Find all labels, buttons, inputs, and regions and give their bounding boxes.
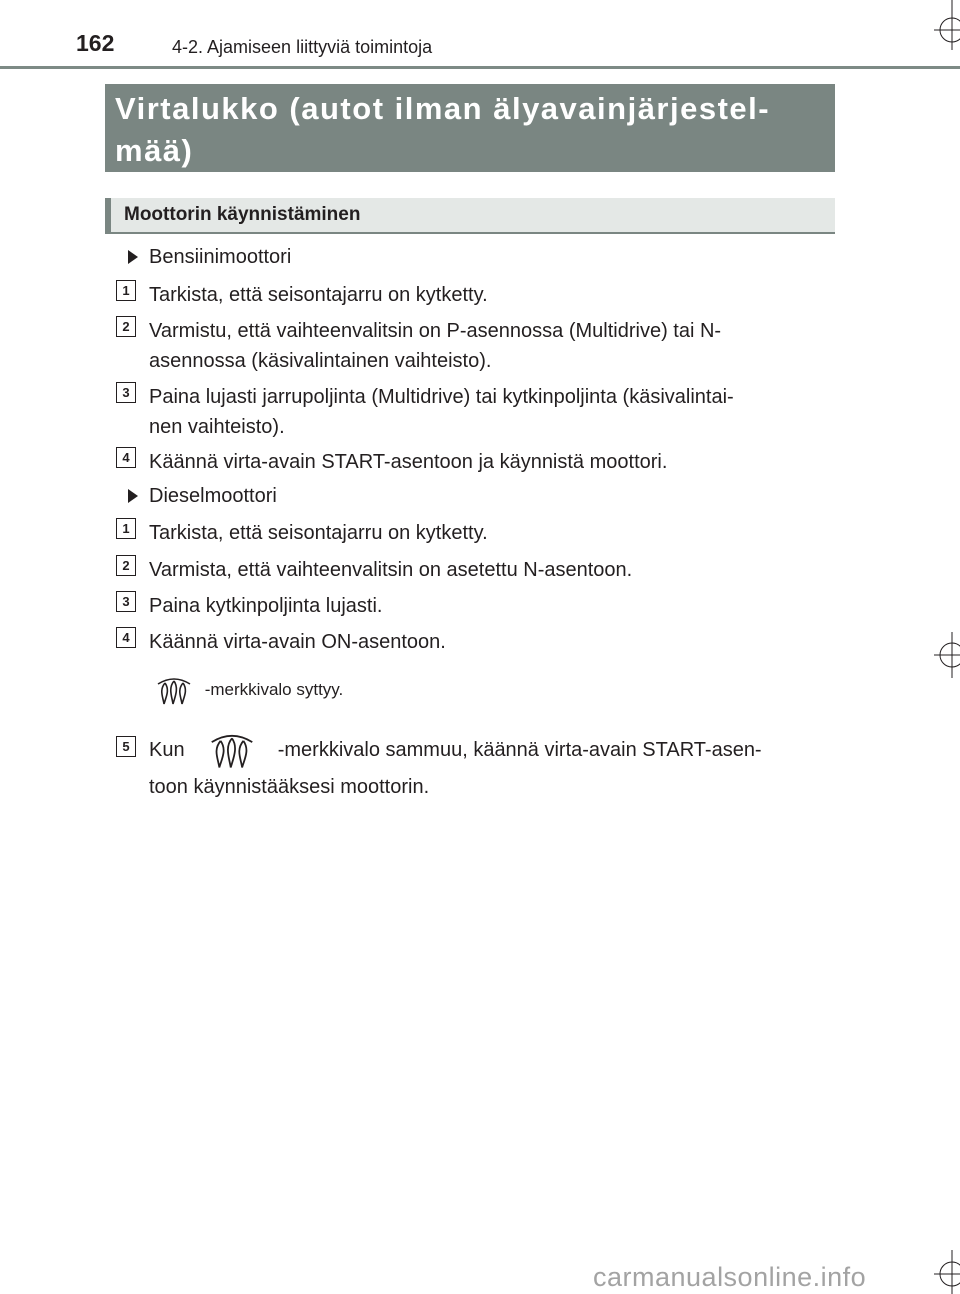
section-title: Moottorin käynnistäminen: [124, 204, 361, 225]
step-text-line-1: Paina lujasti jarrupoljinta (Multidrive) tai kytkinpoljinta (käsivalintai-: [149, 386, 734, 408]
petrol-step-2: [116, 316, 830, 376]
step-5-prefix: Kun: [149, 739, 185, 761]
diesel-step-3: [116, 591, 830, 621]
step-text: Käännä virta-avain ON-asentoon.: [149, 631, 446, 653]
footer-watermark: carmanualsonline.info: [593, 1262, 867, 1292]
step-number-badge: 4: [116, 447, 136, 468]
crop-mark-top-right: [930, 0, 960, 50]
step-number-badge: 4: [116, 627, 136, 648]
glow-indicator-note-text: -merkkivalo syttyy.: [204, 680, 344, 700]
triangle-bullet-icon: [128, 489, 138, 503]
diesel-step-5: [116, 730, 830, 802]
diesel-step-4: [116, 627, 830, 657]
page-title-line-2: mää): [115, 133, 194, 168]
step-text-line-1: Varmistu, että vaihteenvalitsin on P-asennossa (Multidrive) tai N-: [149, 320, 722, 342]
glow-indicator-note: [156, 676, 343, 706]
step-number-badge: 2: [116, 555, 136, 576]
section-header: [105, 198, 835, 234]
step-number-badge: 3: [116, 591, 136, 612]
page-title-line-1: Virtalukko (autot ilman älyavainjärjestel-: [115, 91, 771, 126]
diesel-step-1: [116, 518, 830, 548]
header-rule: [0, 66, 960, 69]
step-text: Käännä virta-avain START-asentoon ja käynnistä moottori.: [149, 451, 668, 473]
glow-plug-indicator-icon: [204, 732, 260, 770]
diesel-step-2: [116, 555, 830, 585]
step-number-badge: 1: [116, 280, 136, 301]
step-text: Varmista, että vaihteenvalitsin on asetettu N-asentoon.: [149, 559, 633, 581]
step-5-line-2: toon käynnistääksesi moottorin.: [149, 776, 430, 798]
petrol-step-4: [116, 447, 830, 477]
glow-plug-indicator-icon: [156, 676, 192, 706]
crop-mark-middle-right: [930, 632, 960, 678]
triangle-bullet-icon: [128, 250, 138, 264]
petrol-engine-heading-text: Bensiinimoottori: [149, 246, 292, 268]
step-number-badge: 5: [116, 736, 136, 757]
petrol-step-3: [116, 382, 830, 442]
diesel-engine-heading-text: Dieselmoottori: [149, 485, 277, 507]
step-number-badge: 1: [116, 518, 136, 539]
step-5-suffix: -merkkivalo sammuu, käännä virta-avain START-asen-: [277, 739, 762, 761]
step-text-line-2: nen vaihteisto).: [149, 416, 285, 438]
step-text-line-2: asennossa (käsivalintainen vaihteisto).: [149, 350, 492, 372]
petrol-engine-heading: [128, 245, 291, 269]
petrol-step-1: [116, 280, 830, 310]
step-text: Tarkista, että seisontajarru on kytketty.: [149, 522, 488, 544]
crop-mark-bottom-right: [930, 1250, 960, 1294]
step-number-badge: 2: [116, 316, 136, 337]
page-number: 162: [76, 30, 115, 56]
diesel-engine-heading: [128, 484, 277, 508]
page-title-box: [105, 84, 835, 172]
step-5-line-1: [149, 730, 830, 770]
running-header: 4-2. Ajamiseen liittyviä toimintoja: [172, 37, 433, 57]
step-number-badge: 3: [116, 382, 136, 403]
step-text: Tarkista, että seisontajarru on kytketty.: [149, 284, 488, 306]
step-text: Paina kytkinpoljinta lujasti.: [149, 595, 383, 617]
